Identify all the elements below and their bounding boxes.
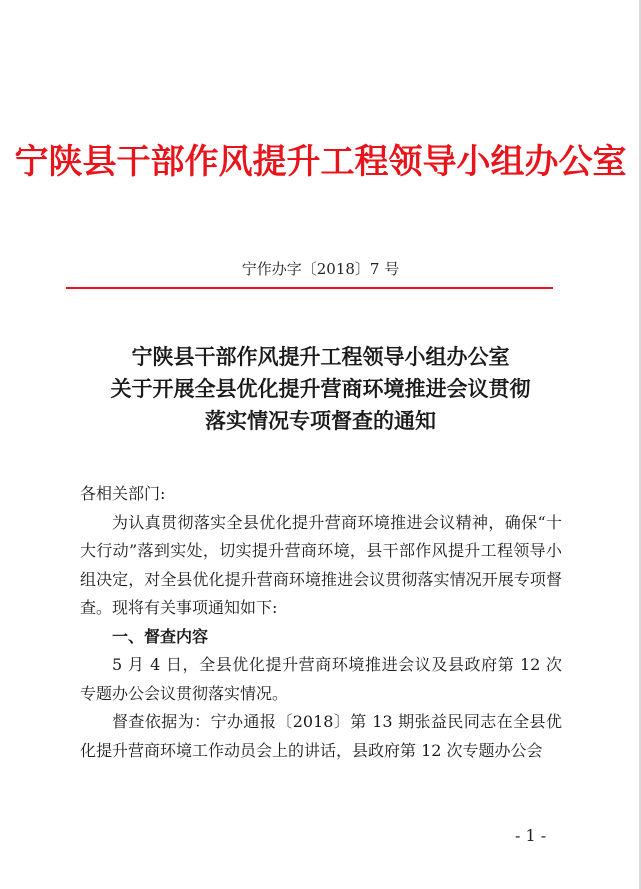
notice-title-line-3: 落实情况专项督查的通知 <box>205 408 436 433</box>
red-divider-line <box>66 287 553 289</box>
document-body <box>80 480 562 765</box>
salutation: 各相关部门: <box>80 484 166 503</box>
section-heading-inspection-content: 一、督查内容 <box>112 626 209 646</box>
issuer-header: 宁陕县干部作风提升工程领导小组办公室 <box>14 142 627 182</box>
body-paragraph-intro: 为认真贯彻落实全县优化提升营商环境推进会议精神，确保“十大行动”落到实处，切实提升营商环境，县干部作风提升工程领导小组决定，对全县优化提升营商环境推进会议贯彻落实情况开展专项督查。现将有关事项通知如下: <box>80 512 562 617</box>
body-paragraph-basis: 督查依据为：宁办通报〔2018〕第 13 期张益民同志在全县优化提升营商环境工作动员会上的讲话，县政府第 12 次专题办公会 <box>80 712 562 760</box>
document-number: 宁作办字〔2018〕7 号 <box>241 260 400 278</box>
notice-title-line-2: 关于开展全县优化提升营商环境推进会议贯彻 <box>110 376 531 401</box>
notice-title-line-1: 宁陕县干部作风提升工程领导小组办公室 <box>131 344 510 369</box>
page-number: - 1 - <box>515 826 547 845</box>
body-paragraph-content: 5 月 4 日，全县优化提升营商环境推进会议及县政府第 12 次专题办公会议贯彻落实情况。 <box>80 655 562 703</box>
notice-title <box>0 341 641 437</box>
